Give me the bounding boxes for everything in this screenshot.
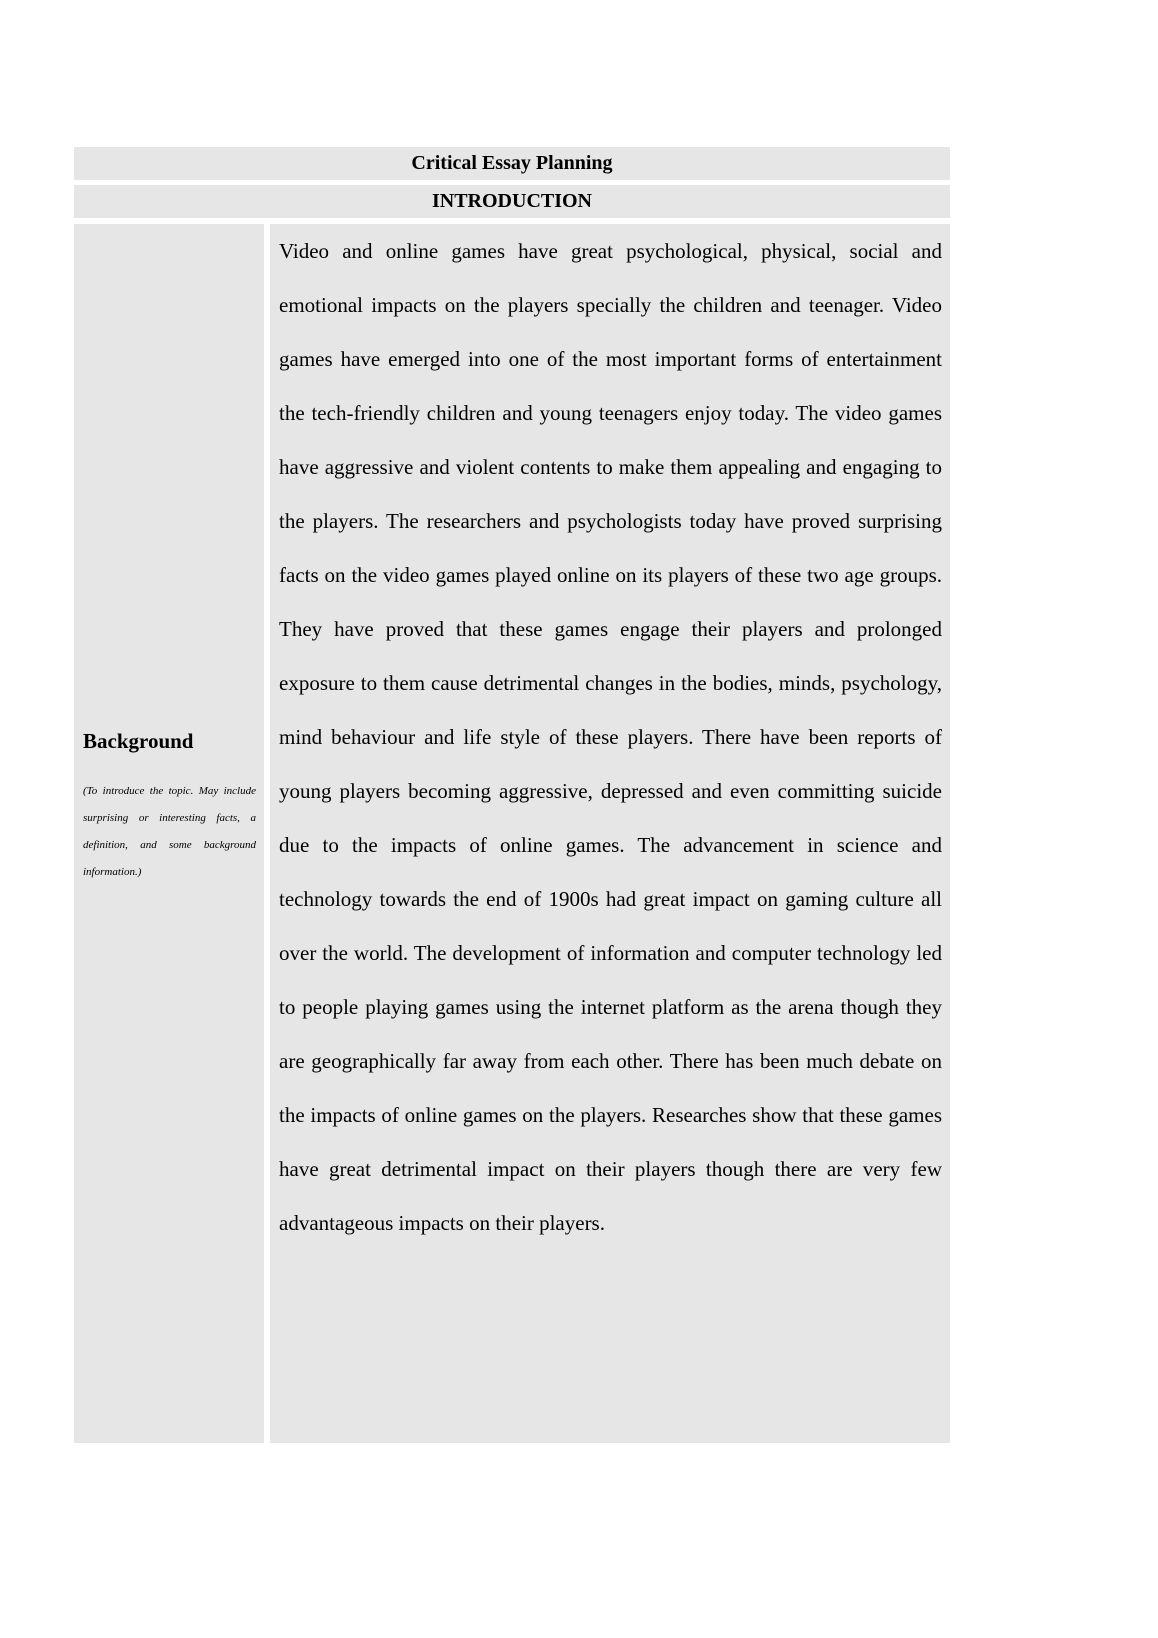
section-heading: INTRODUCTION [74,185,950,218]
background-hint: (To introduce the topic. May include surprising or interesting facts, a definition, and some background information.) [83,785,256,878]
introduction-text-cell [270,224,950,1443]
background-label-cell [74,224,264,1443]
introduction-paragraph: Video and online games have great psychological, physical, social and emotional impacts on the players specially the children and teenager. Video games have emerged into one of the most important forms of entertainment the tech-friendly children and young teenagers enjoy today. The video games have aggressive and violent contents to make them appealing and engaging to the players. The researchers and psychologists today have proved surprising facts on the video games played online on its players of these two age groups. They have proved that these games engage their players and prolonged exposure to them cause detrimental changes in the bodies, minds, psychology, mind behaviour and life style of these players. There have been reports of young players becoming aggressive, depressed and even committing suicide due to the impacts of online games. The advancement in science and technology towards the end of 1900s had great impact on gaming culture all over the world. The development of information and computer technology led to people playing games using the internet platform as the arena though they are geographically far away from each other. There has been much debate on the impacts of online games on the players. Researches show that these games have great detrimental impact on their players though there are very few advantageous impacts on their players. [279,239,942,1235]
background-heading: Background [83,729,194,753]
page-title: Critical Essay Planning [74,147,950,180]
background-label-group [83,729,256,886]
